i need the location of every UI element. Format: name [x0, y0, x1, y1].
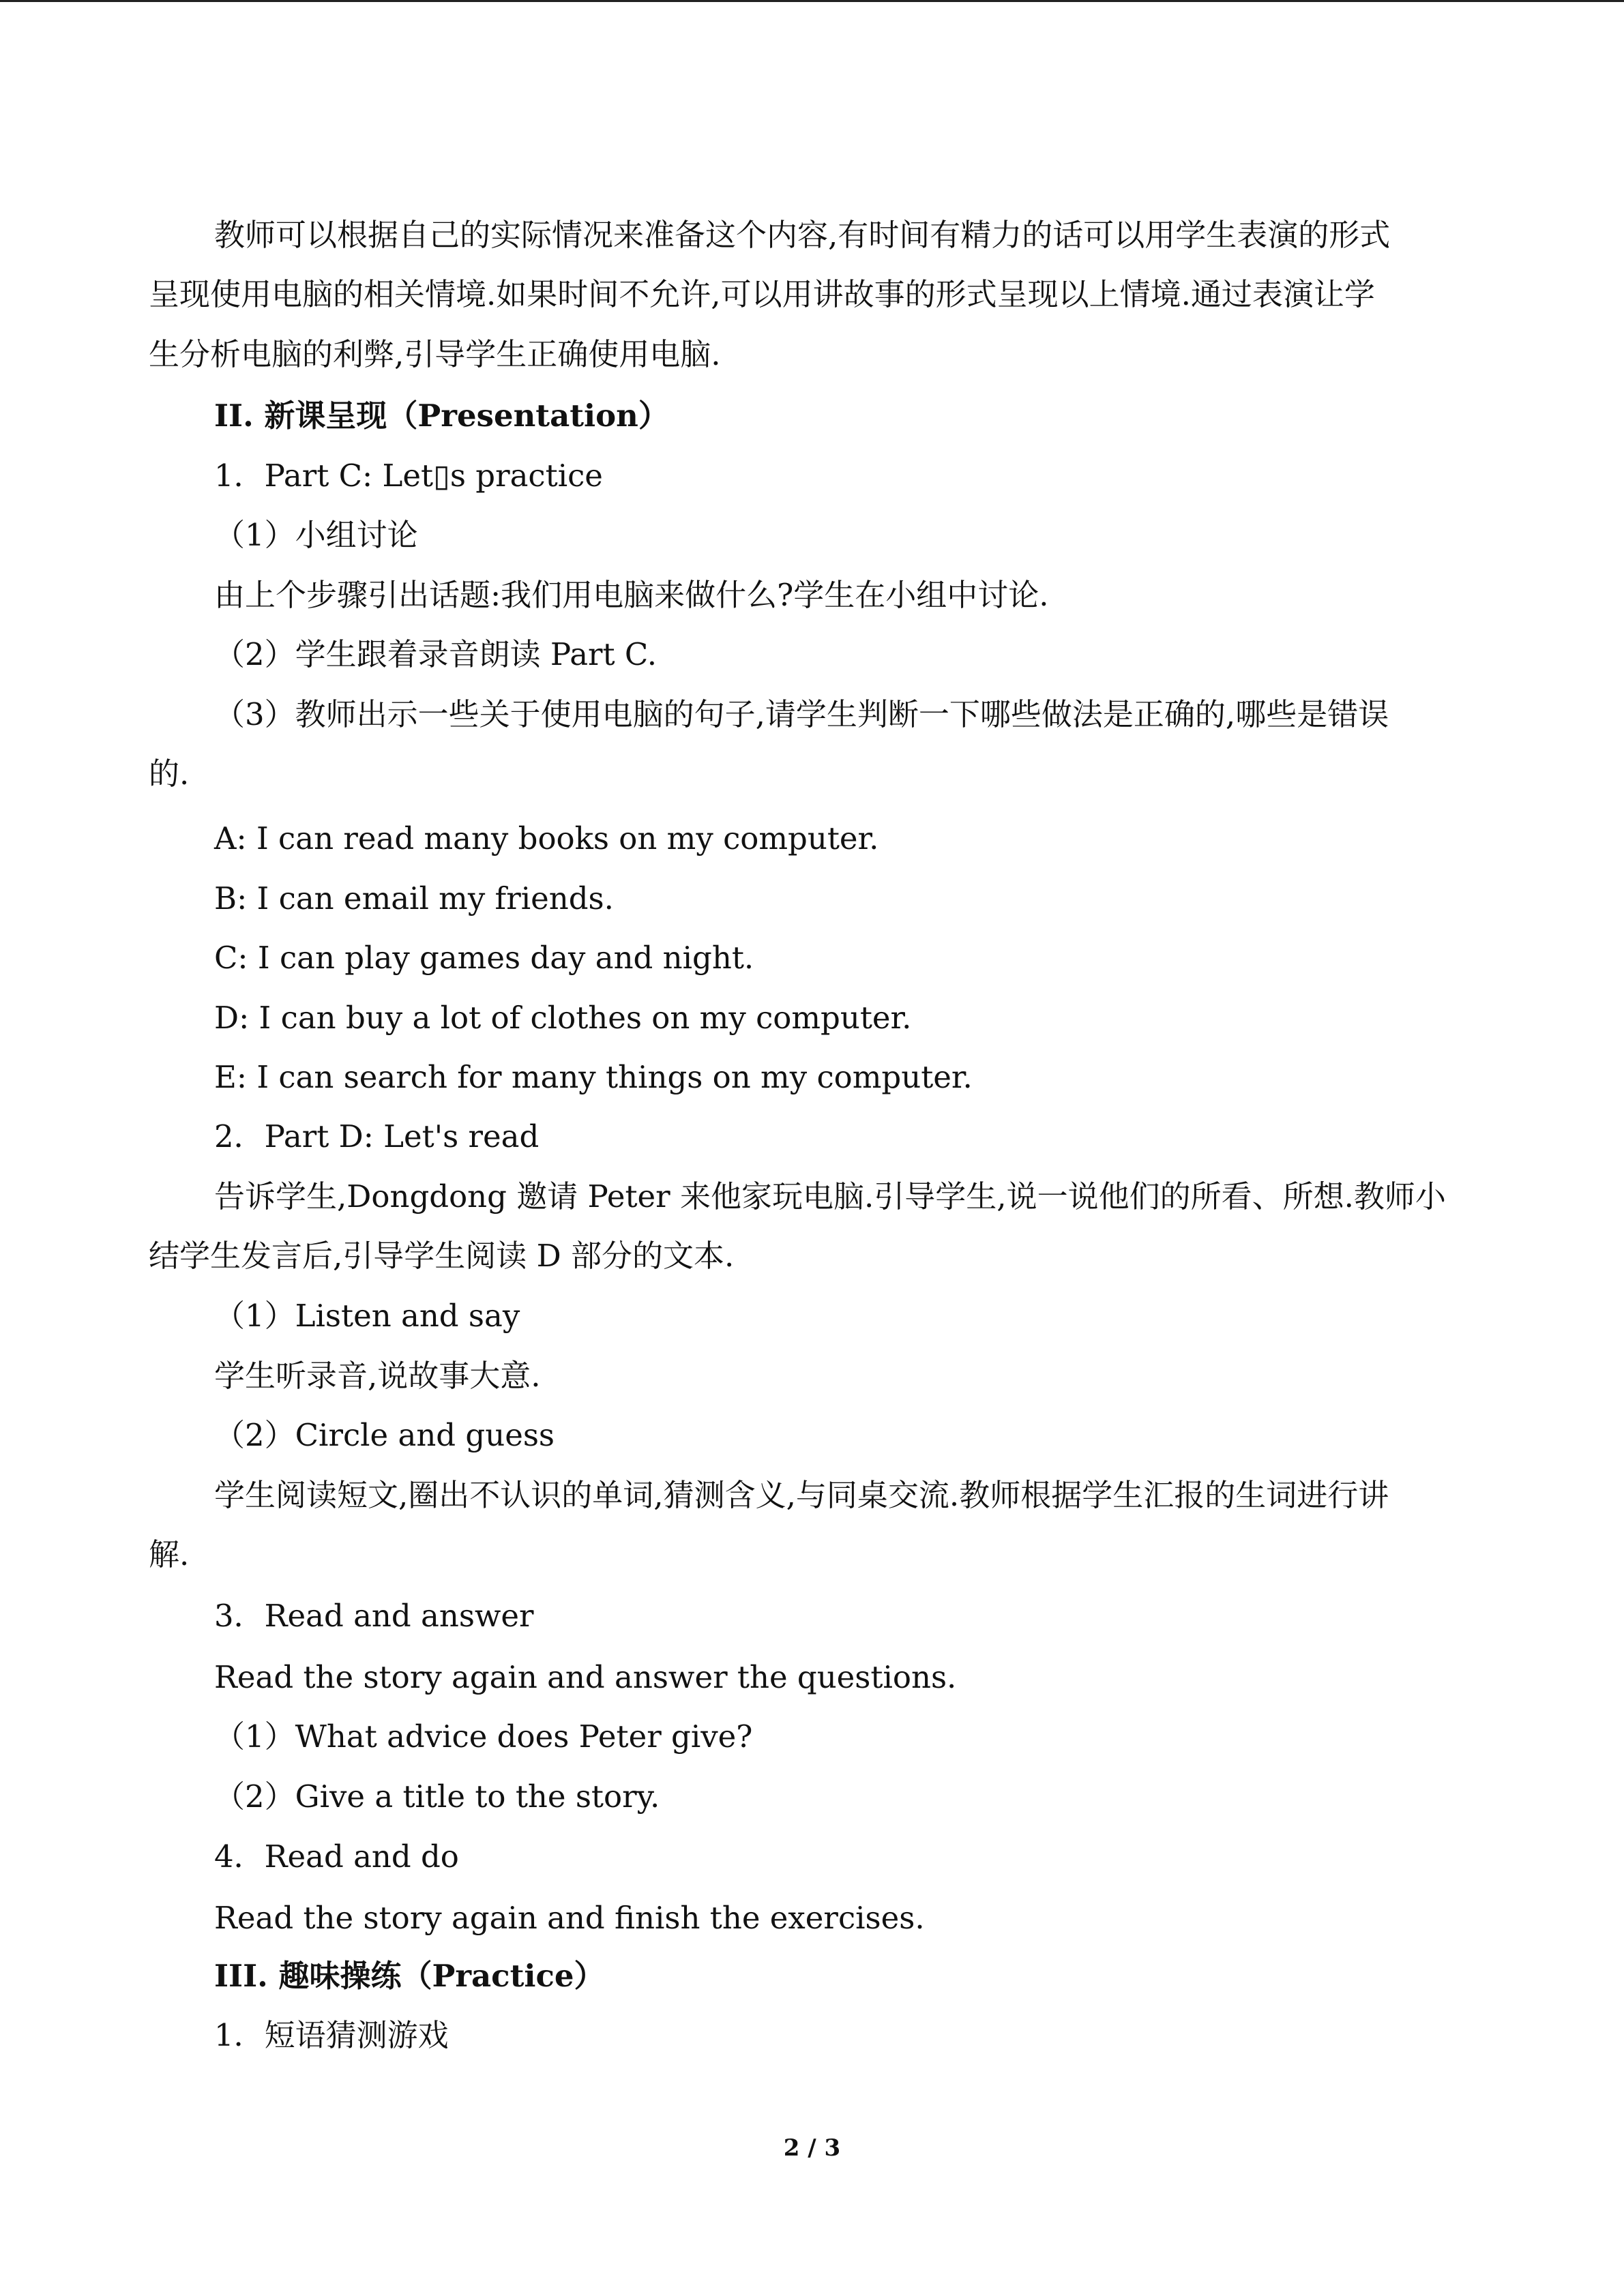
part-d-title: 2．Part D: Let's read — [214, 1118, 540, 1154]
section-heading-presentation: II. 新课呈现（Presentation） — [214, 398, 669, 434]
circle-guess-label: （2）Circle and guess — [214, 1417, 555, 1453]
listen-say-label: （1）Listen and say — [214, 1298, 520, 1334]
judge-line-2: 的. — [149, 756, 190, 792]
judge-line-1: （3）教师出示一些关于使用电脑的句子,请学生判断一下哪些做法是正确的,哪些是错误 — [214, 696, 1389, 732]
read-answer-text: Read the story again and answer the questions. — [214, 1659, 957, 1695]
sentence-b: B: I can email my friends. — [214, 880, 614, 916]
intro-line-2: 呈现使用电脑的相关情境.如果时间不允许,可以用讲故事的形式呈现以上情境.通过表演让学 — [149, 276, 1375, 312]
sentence-a: A: I can read many books on my computer. — [214, 820, 879, 856]
page-number: 2 / 3 — [783, 2134, 841, 2162]
sentence-c: C: I can play games day and night. — [214, 940, 754, 976]
group-discuss-text: 由上个步骤引出话题:我们用电脑来做什么?学生在小组中讨论. — [214, 577, 1049, 613]
part-d-text-2: 结学生发言后,引导学生阅读 D 部分的文本. — [149, 1238, 735, 1274]
intro-line-3: 生分析电脑的利弊,引导学生正确使用电脑. — [149, 336, 721, 372]
read-do-title: 4．Read and do — [214, 1838, 459, 1875]
sentence-e: E: I can search for many things on my computer. — [214, 1059, 973, 1095]
listen-say-text: 学生听录音,说故事大意. — [214, 1358, 541, 1394]
question-2: （2）Give a title to the story. — [214, 1778, 660, 1815]
read-answer-title: 3．Read and answer — [214, 1598, 534, 1634]
group-discuss-label: （1）小组讨论 — [214, 517, 418, 553]
circle-guess-text-1: 学生阅读短文,圈出不认识的单词,猜测含义,与同桌交流.教师根据学生汇报的生词进行讲 — [214, 1477, 1389, 1513]
sentence-d: D: I can buy a lot of clothes on my computer. — [214, 1000, 912, 1036]
question-1: （1）What advice does Peter give? — [214, 1718, 753, 1755]
read-do-text: Read the story again and finish the exercises. — [214, 1900, 925, 1936]
guess-game-item: 1．短语猜测游戏 — [214, 2017, 449, 2053]
part-d-text-1: 告诉学生,Dongdong 邀请 Peter 来他家玩电脑.引导学生,说一说他们的所看、所想.教师小 — [214, 1178, 1446, 1214]
part-c-title: 1．Part C: Let▯s practice — [214, 458, 603, 494]
intro-line-1: 教师可以根据自己的实际情况来准备这个内容,有时间有精力的话可以用学生表演的形式 — [214, 217, 1391, 253]
section-heading-practice: III. 趣味操练（Practice） — [214, 1958, 605, 1994]
circle-guess-text-2: 解. — [149, 1536, 190, 1572]
follow-reading: （2）学生跟着录音朗读 Part C. — [214, 636, 658, 672]
